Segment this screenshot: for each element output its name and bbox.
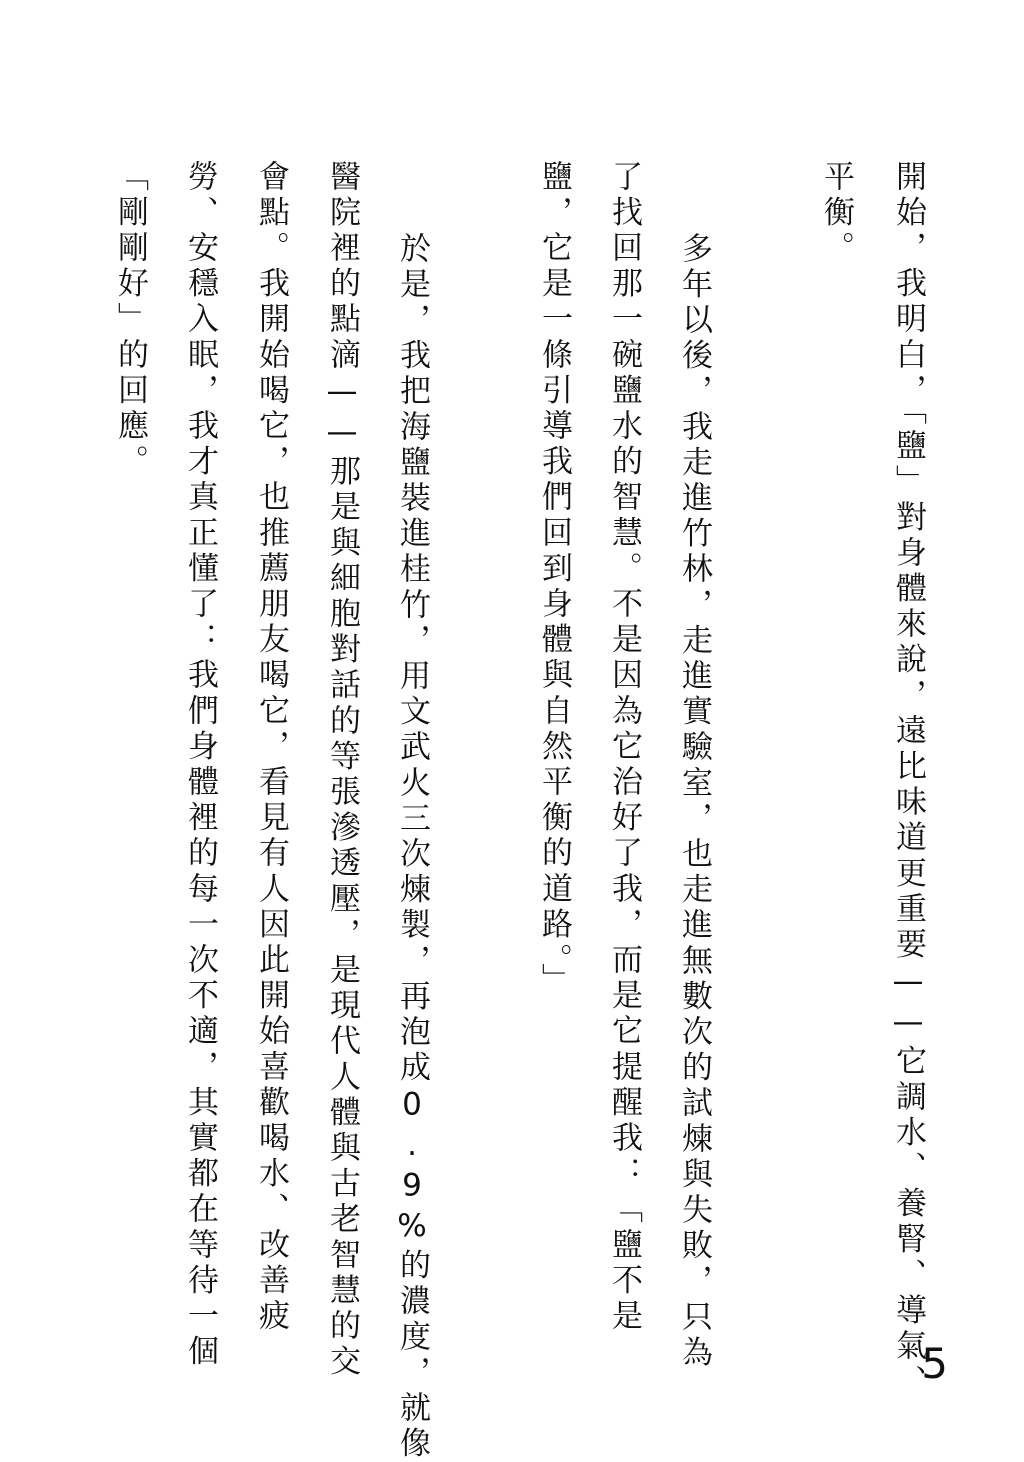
text-column-p1-l1: 開始，我明白，「鹽」對身體來說，遠比味道更重要——它調水、養腎、導氣、 [890,160,926,1401]
text-column-p3-l2: 醫院裡的點滴——那是與細胞對話的等張滲透壓，是現代人體與古老智慧的交 [324,160,360,1381]
text-column-p3-l5: 「剛剛好」的回應。 [112,160,148,481]
text-column-p3-l3: 會點。我開始喝它，也推薦朋友喝它，看見有人因此開始喜歡喝水、改善疲 [253,160,289,1335]
text-column-p1-l2: 平衡。 [818,160,854,267]
text-column-p3-l1: 於是，我把海鹽裝進桂竹，用文武火三次煉製，再泡成0.9%的濃度，就像 [394,232,430,1462]
text-column-p3-l4: 勞、安穩入眠，我才真正懂了：我們身體裡的每一次不適，其實都在等待一個 [182,160,218,1371]
text-column-p2-l1: 多年以後，我走進竹林，走進實驗室，也走進無數次的試煉與失敗，只為 [676,232,712,1372]
text-column-p2-l2: 了找回那一碗鹽水的智慧。不是因為它治好了我，而是它提醒我：「鹽不是 [606,160,642,1335]
text-column-p2-l3: 鹽，它是一條引導我們回到身體與自然平衡的道路。」 [536,160,572,999]
page-number: 5 [921,1339,948,1388]
